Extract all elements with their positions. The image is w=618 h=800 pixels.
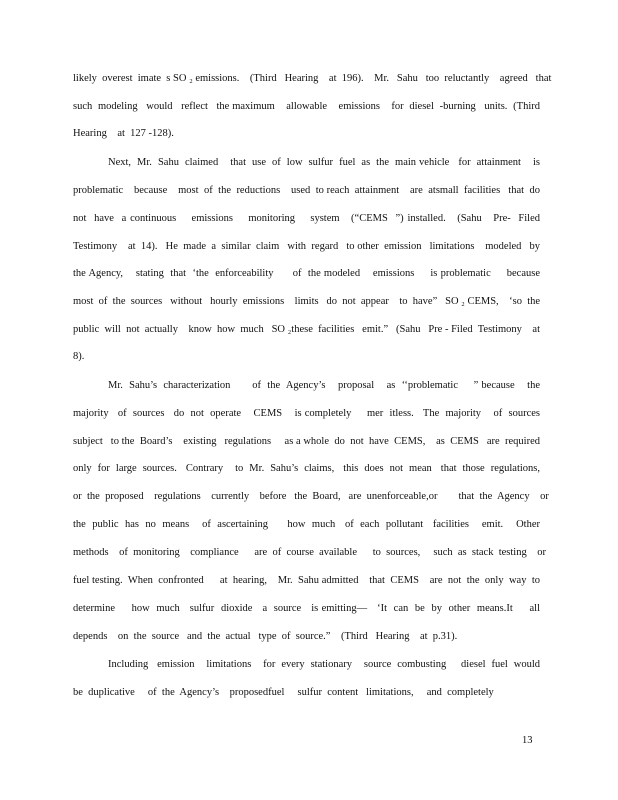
- text-line: most of the sources without hourly emissions limits do not appear to have” SO ₂ CEMS, ‘so the: [73, 296, 541, 307]
- text-line: likely overest imate s SO ₂ emissions. (Third Hearing at 196). Mr. Sahu too reluctantly agreed that: [73, 73, 552, 84]
- text-line: Testimony at 14). He made a similar claim with regard to other emission limitations modeled by: [73, 241, 540, 252]
- text-line: such modeling would reflect the maximum allowable emissions for diesel -burning units. (Third: [73, 101, 540, 112]
- text-line: problematic because most of the reductions used to reach attainment are atsmall facilities that do: [73, 185, 540, 196]
- text-line: public will not actually know how much SO ₂these facilities emit.” (Sahu Pre - Filed Testimony at: [73, 324, 540, 335]
- text-line: Next, Mr. Sahu claimed that use of low sulfur fuel as the main vehicle for attainment is: [108, 157, 540, 168]
- text-line: depends on the source and the actual type of source.” (Third Hearing at p.31).: [73, 631, 458, 642]
- text-line: or the proposed regulations currently before the Board, are unenforceable,or that the Agency or: [73, 491, 549, 502]
- text-line: Hearing at 127 -128).: [73, 128, 174, 139]
- text-line: methods of monitoring compliance are of course available to sources, such as stack testing or: [73, 547, 546, 558]
- text-line: only for large sources. Contrary to Mr. Sahu’s claims, this does not mean that those regulations,: [73, 463, 540, 474]
- text-line: the Agency, stating that ‘the enforceability of the modeled emissions is problematic because: [73, 268, 540, 279]
- text-line: Mr. Sahu’s characterization of the Agency’s proposal as ‘‘problematic ” because the: [108, 380, 540, 391]
- text-line: subject to the Board’s existing regulations as a whole do not have CEMS, as CEMS are required: [73, 436, 540, 447]
- text-line: 8).: [73, 351, 85, 362]
- text-line: determine how much sulfur dioxide a source is emitting— ‘It can be by other means.It all: [73, 603, 540, 614]
- text-line: the public has no means of ascertaining how much of each pollutant facilities emit. Other: [73, 519, 540, 530]
- text-line: not have a continuous emissions monitoring system (“CEMS ”) installed. (Sahu Pre- Filed: [73, 213, 540, 224]
- page-number: 13: [522, 735, 533, 746]
- text-line: Including emission limitations for every stationary source combusting diesel fuel would: [108, 659, 540, 670]
- text-line: majority of sources do not operate CEMS is completely mer itless. The majority of sources: [73, 408, 540, 419]
- text-line: be duplicative of the Agency’s proposedfuel sulfur content limitations, and completely: [73, 687, 494, 698]
- text-line: fuel testing. When confronted at hearing, Mr. Sahu admitted that CEMS are not the only way to: [73, 575, 540, 586]
